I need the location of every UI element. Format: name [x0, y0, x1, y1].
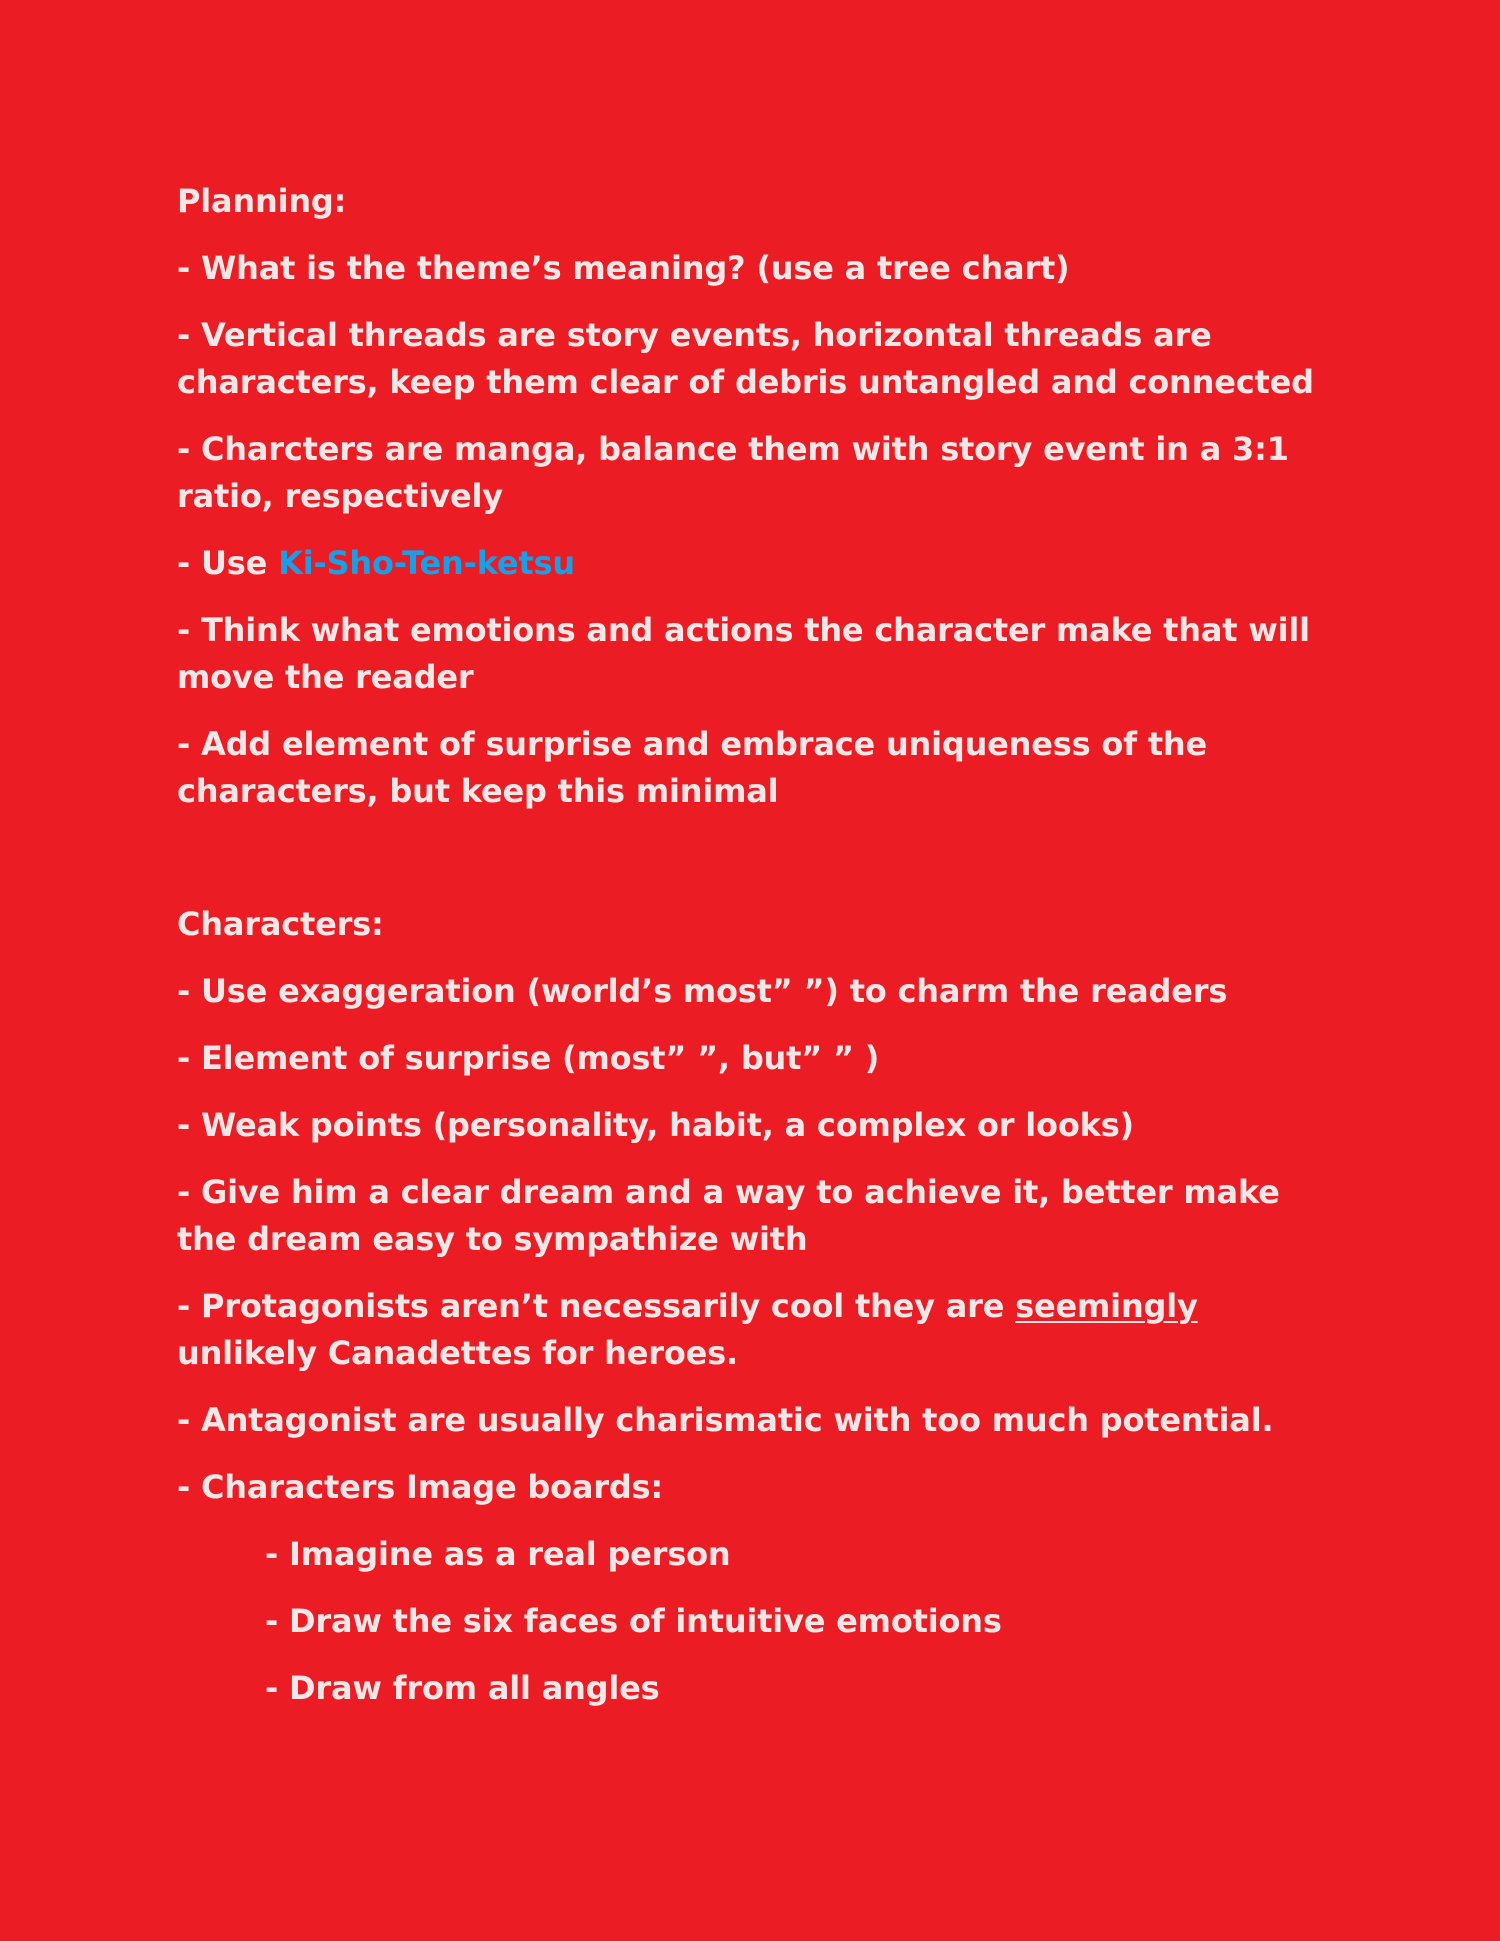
protagonists-text-after: unlikely Canadettes for heroes.: [177, 1334, 738, 1372]
planning-item-theme: - What is the theme’s meaning? (use a tree chart): [177, 249, 1070, 287]
characters-item-exaggeration: - Use exaggeration (world’s most” ”) to charm the readers: [177, 972, 1228, 1010]
characters-item-image-boards: - Characters Image boards:: [177, 1468, 664, 1506]
document-body: [177, 178, 1327, 1732]
planning-item-surprise: - Add element of surprise and embrace uniqueness of the characters, but keep this minimal: [177, 725, 1208, 810]
planning-heading: Planning:: [177, 182, 347, 220]
characters-item-protagonists: [177, 1283, 1327, 1377]
characters-item-dream: - Give him a clear dream and a way to achieve it, better make the dream easy to sympathize with: [177, 1173, 1280, 1258]
use-prefix: - Use: [177, 544, 279, 582]
planning-item-ratio: - Charcters are manga, balance them with story event in a 3:1 ratio, respectively: [177, 430, 1289, 515]
characters-heading: Characters:: [177, 905, 384, 943]
image-boards-sub-item-angles: - Draw from all angles: [265, 1669, 660, 1707]
protagonists-text-before: - Protagonists aren’t necessarily cool they are: [177, 1287, 1016, 1325]
characters-item-antagonist: - Antagonist are usually charismatic with too much potential.: [177, 1401, 1274, 1439]
planning-item-kishotenketsu: [177, 540, 1327, 587]
image-boards-sub-item-six-faces: - Draw the six faces of intuitive emotions: [265, 1602, 1002, 1640]
planning-item-threads: - Vertical threads are story events, horizontal threads are characters, keep them clear of debris untangled and connected: [177, 316, 1314, 401]
kishotenketsu-link[interactable]: Ki-Sho-Ten-ketsu: [278, 544, 575, 582]
seemingly-underlined: seemingly: [1015, 1287, 1198, 1325]
characters-item-weak-points: - Weak points (personality, habit, a complex or looks): [177, 1106, 1134, 1144]
characters-item-surprise: - Element of surprise (most” ”, but” ” ): [177, 1039, 880, 1077]
image-boards-sub-item-real-person: - Imagine as a real person: [265, 1535, 731, 1573]
planning-item-emotions: - Think what emotions and actions the character make that will move the reader: [177, 611, 1310, 696]
